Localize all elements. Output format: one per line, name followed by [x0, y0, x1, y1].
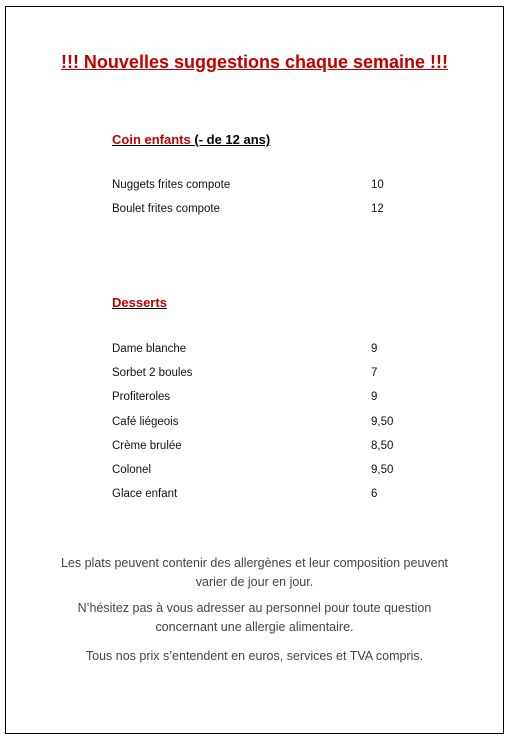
item-name: Dame blanche: [112, 343, 187, 355]
kids-title: Coin enfants: [112, 132, 191, 147]
allergen-notice: Les plats peuvent contenir des allergènes et leur composition peuvent varier de jour en jour.: [60, 556, 449, 589]
item-name: Sorbet 2 boules: [112, 367, 193, 379]
desserts-section-title: [112, 295, 167, 310]
item-price: 10: [371, 179, 384, 191]
item-price: 9: [371, 391, 378, 403]
menu-item: [112, 179, 412, 197]
menu-item: [112, 343, 412, 361]
item-name: Glace enfant: [112, 488, 178, 500]
item-name: Nuggets frites compote: [112, 179, 231, 191]
item-price: 6: [371, 488, 378, 500]
menu-item: [112, 440, 412, 458]
allergy-contact-notice: N’hésitez pas à vous adresser au personnel pour toute question concernant une allergie alimentaire.: [77, 601, 432, 634]
menu-item: [112, 416, 412, 434]
prices-notice: Tous nos prix s’entendent en euros, services et TVA compris.: [85, 649, 424, 663]
headline: !!! Nouvelles suggestions chaque semaine !!!: [60, 52, 449, 72]
menu-page: [5, 6, 504, 734]
kids-section-title: [112, 132, 270, 147]
kids-subtitle: (- de 12 ans): [194, 132, 271, 147]
item-name: Colonel: [112, 464, 151, 476]
item-name: Boulet frites compote: [112, 203, 221, 215]
item-name: Café liégeois: [112, 416, 179, 428]
item-price: 9: [371, 343, 378, 355]
item-price: 9,50: [371, 416, 394, 428]
item-price: 12: [371, 203, 384, 215]
item-price: 8,50: [371, 440, 394, 452]
desserts-title: Desserts: [112, 295, 167, 310]
menu-item: [112, 391, 412, 409]
menu-item: [112, 367, 412, 385]
menu-item: [112, 464, 412, 482]
item-price: 7: [371, 367, 378, 379]
menu-item: [112, 203, 412, 221]
menu-item: [112, 488, 412, 506]
item-name: Profiteroles: [112, 391, 171, 403]
item-price: 9,50: [371, 464, 394, 476]
item-name: Crème brulée: [112, 440, 182, 452]
